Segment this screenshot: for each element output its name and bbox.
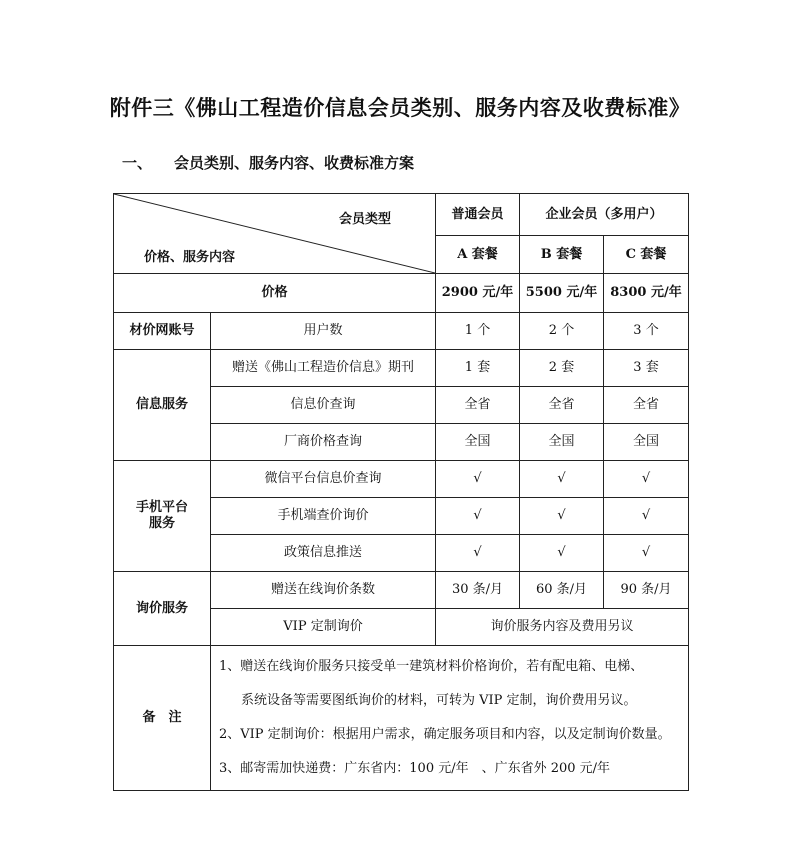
mobile-service-b: √ [520, 498, 604, 535]
mobile-service-group-label [114, 461, 211, 572]
info-service-a: 全省 [436, 387, 520, 424]
plan-a-header: A 套餐 [436, 236, 520, 274]
info-service-item: 信息价查询 [211, 387, 436, 424]
mobile-service-a: √ [436, 461, 520, 498]
remark-line: 系统设备等需要图纸询价的材料，可转为 VIP 定制，询价费用另议。 [241, 693, 637, 708]
inquiry-online-item: 赠送在线询价条数 [211, 572, 436, 609]
account-a: 1 个 [436, 313, 520, 350]
price-a: 2900 元/年 [436, 274, 520, 313]
account-group-label: 材价网账号 [114, 313, 211, 350]
info-service-item: 赠送《佛山工程造价信息》期刊 [211, 350, 436, 387]
info-service-b: 全省 [520, 387, 604, 424]
inquiry-vip-item: VIP 定制询价 [211, 609, 436, 646]
mobile-service-c: √ [604, 535, 689, 572]
info-service-b: 2 套 [520, 350, 604, 387]
inquiry-online-c: 90 条/月 [604, 572, 689, 609]
plan-c-header: C 套餐 [604, 236, 689, 274]
mobile-service-c: √ [604, 498, 689, 535]
account-item: 用户数 [211, 313, 436, 350]
account-c: 3 个 [604, 313, 689, 350]
info-service-a: 全国 [436, 424, 520, 461]
price-label: 价格 [114, 274, 436, 313]
document-title: 附件三《佛山工程造价信息会员类别、服务内容及收费标准》 [109, 95, 691, 120]
remark-line: 3、邮寄需加快递费：广东省内：100 元/年 、广东省外 200 元/年 [219, 761, 611, 776]
section-number: 一、 [122, 154, 153, 172]
remark-line: 2、VIP 定制询价：根据用户需求，确定服务项目和内容，以及定制询价数量。 [219, 727, 671, 742]
mobile-service-a: √ [436, 498, 520, 535]
inquiry-online-b: 60 条/月 [520, 572, 604, 609]
price-c: 8300 元/年 [604, 274, 689, 313]
fee-table [113, 193, 689, 791]
mobile-service-item: 政策信息推送 [211, 535, 436, 572]
account-b: 2 个 [520, 313, 604, 350]
section-heading [122, 152, 414, 173]
header-diagonal-cell [114, 194, 436, 274]
inquiry-vip-merged: 询价服务内容及费用另议 [436, 609, 689, 646]
mobile-service-c: √ [604, 461, 689, 498]
info-service-group-label: 信息服务 [114, 350, 211, 461]
remark-line: 1、赠送在线询价服务只接受单一建筑材料价格询价，若有配电箱、电梯、 [219, 659, 644, 674]
enterprise-member-header: 企业会员（多用户） [520, 194, 689, 236]
inquiry-service-group-label: 询价服务 [114, 572, 211, 646]
info-service-c: 3 套 [604, 350, 689, 387]
info-service-item: 厂商价格查询 [211, 424, 436, 461]
info-service-c: 全省 [604, 387, 689, 424]
remarks-content [211, 646, 689, 791]
mobile-service-line1: 手机平台 [135, 500, 188, 516]
mobile-service-a: √ [436, 535, 520, 572]
section-text: 会员类别、服务内容、收费标准方案 [174, 154, 415, 172]
info-service-c: 全国 [604, 424, 689, 461]
inquiry-online-a: 30 条/月 [436, 572, 520, 609]
mobile-service-b: √ [520, 535, 604, 572]
info-service-b: 全国 [520, 424, 604, 461]
info-service-a: 1 套 [436, 350, 520, 387]
price-service-label: 价格、服务内容 [144, 250, 236, 265]
mobile-service-item: 微信平台信息价查询 [211, 461, 436, 498]
remarks-label: 备 注 [114, 646, 211, 791]
mobile-service-item: 手机端查价询价 [211, 498, 436, 535]
mobile-service-b: √ [520, 461, 604, 498]
mobile-service-line2: 服务 [148, 516, 175, 531]
ordinary-member-header: 普通会员 [436, 194, 520, 236]
price-b: 5500 元/年 [520, 274, 604, 313]
plan-b-header: B 套餐 [520, 236, 604, 274]
member-type-label: 会员类型 [338, 212, 391, 227]
